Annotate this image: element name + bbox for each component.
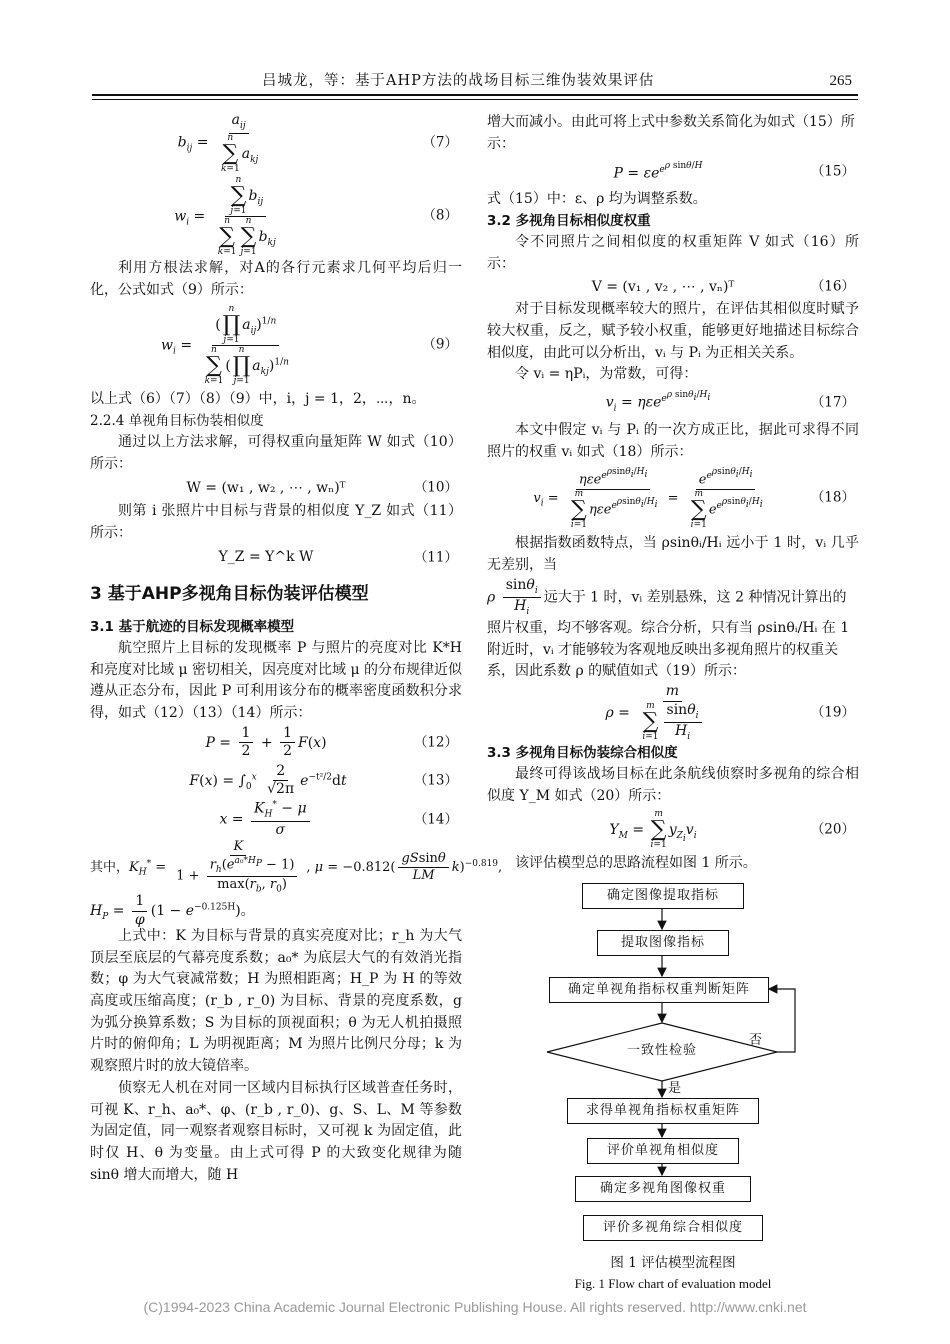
equation-where-kh: 其中，$K_H^*$ = K 1 + $\frac{r_h(e^{a_0*H_P} - 1)}{\max(r_b, r_0)}$ , μ = −0.812( $\frac{gSsin\theta}{LM}$ k)$^{-0.819}$,: [90, 838, 503, 895]
paragraph-final: 最终可得该战场目标在此条航线侦察时多视角的综合相似度 Y_M 如式（20）所示：: [487, 765, 859, 804]
hp-exponent: −0.125H: [194, 902, 236, 913]
equation-13: $F(x) = \int_0^x$ $\frac{2}{√2\pi}$ $e^{-t^2/2}dt$ （13）: [189, 762, 458, 798]
copyright-footer: (C)1994-2023 China Academic Journal Electronic Publishing House. All rights reserved. http://www.cnki.net: [143, 1299, 807, 1315]
equation-19: ρ = m m ∑ i=1 $\frac{\sin\theta_i}{H_i}$ （19）: [605, 683, 855, 743]
left-column: [90, 112, 503, 1186]
paragraph-flow: 该评估模型总的思路流程如图 1 所示。: [515, 855, 757, 872]
equation-8-number: （8）: [422, 207, 458, 224]
equation-12-number: （12）: [413, 734, 458, 751]
where-label: 其中，: [90, 859, 130, 875]
equation-14: x = $\frac{K_H^* - \mu}{\sigma}$ （14）: [219, 800, 458, 838]
flow-label-no: 否: [749, 1033, 763, 1048]
paragraph-root-method: 利用方根法求解，对A的各行元素求几何平均后归一化，公式如式（9）所示：: [90, 260, 462, 298]
equation-18: $v_i$ = ηεe$^{e^{\rho sin\theta_i/H_i}}$ m ∑ i=1 ηεe$^{e^{\rho sin\theta_i/H_i}}$ = $e^{e^{\rho sin\theta_i/H_i}}$ m ∑ i=1 $e^{e^{\rho sin\theta_i/H_i}}$ （18）: [533, 467, 855, 530]
paragraph-weight-matrix: 令不同照片之间相似度的权重矩阵 V 如式（16）所示：: [487, 233, 859, 272]
paragraph-eq15-note: 式（15）中：ε、ρ 均为调整系数。: [487, 191, 707, 208]
equation-7-number: （7）: [422, 134, 458, 151]
paragraph-detection-probability: 航空照片上目标的发现概率 P 与照片的亮度对比 K*H 和亮度对比域 μ 密切相关，因亮度对比域 μ 的分布规律近似遵从正态分布，因此 P 可利用该分布的概率密度函数积分求得，如式（12）（13）（14）所示：: [90, 640, 462, 722]
flowchart: [487, 883, 859, 1205]
paragraph-exponent-1: 根据指数函数特点，当 ρsinθᵢ/Hᵢ 远小于 1 时，vᵢ 几乎无差别，当: [487, 535, 859, 574]
equation-17-number: （17）: [810, 394, 855, 411]
mu-exponent: −0.819: [464, 858, 499, 869]
equation-hp: $H_P$ = $\frac{1}{\varphi}$ $(1 - e^{-0.125H})$。: [90, 893, 255, 928]
figure-caption-en: Fig. 1 Flow chart of evaluation model: [574, 1275, 772, 1291]
equation-15-number: （15）: [810, 163, 855, 180]
flow-step-multi-view-weight: 确定多视角图像权重: [575, 1176, 751, 1202]
section-2-2-4-heading: 2.2.4 单视角目标伪装相似度: [90, 413, 264, 430]
equation-16-body: V = (v₁ , v₂ , ⋯ , vₙ)ᵀ: [591, 278, 735, 295]
paragraph-indices: 以上式（6）（7）（8）（9）中，i，j = 1，2，⋯，n。: [90, 391, 426, 408]
right-column: [487, 112, 859, 1294]
equation-11-body: Y_Z = Y^k W: [218, 548, 314, 565]
header-rule-thick: [92, 94, 858, 96]
paragraph-reconnaissance: 侦察无人机在对同一区域内目标执行区域普查任务时，可视 K、r_h、a₀*、φ、(r_b , r_0)、g、S、L、M 等参数为固定值，同一观察者观察目标时，又可视 k 为固定值，此时仅 H、θ 为变量。由上式可得 P 的大致变化规律为随 sinθ 增大而增大，随 H: [90, 1079, 462, 1183]
paragraph-larger-weight: 对于目标发现概率较大的照片，在评估其相似度时赋予较大权重，反之，赋予较小权重，能够更好地描述目标综合相似度，由此可以分析出，vᵢ 与 Pᵢ 为正相关关系。: [487, 301, 859, 361]
section-3-2-heading: 3.2 多视角目标相似度权重: [487, 213, 651, 230]
paragraph-similarity: 则第 i 张照片中目标与背景的相似度 Y_Z 如式（11）所示：: [90, 503, 462, 542]
equation-17: $v_i = \eta\varepsilon e^{e^{\rho sin\theta_i/H_i}}$ （17）: [605, 390, 855, 414]
paragraph-assume: 本文中假定 vᵢ 与 Pᵢ 的一次方成正比，据此可求得不同照片的权重 vᵢ 如式（18）所示：: [487, 422, 859, 460]
header-rule-thin: [92, 99, 858, 100]
header-title: 吕城龙，等：基于AHP方法的战场目标三维伪装效果评估: [262, 73, 655, 89]
flow-step-determine-indicators: 确定图像提取指标: [582, 883, 744, 909]
paragraph-let: 令 vᵢ = ηPᵢ，为常数，可得：: [515, 366, 698, 383]
equation-16: [487, 275, 859, 299]
figure-caption-cn: 图 1 评估模型流程图: [610, 1255, 736, 1271]
running-header: [92, 68, 858, 92]
equation-16-number: （16）: [810, 278, 855, 295]
equation-12: P = $\frac{1}{2}$ + $\frac{1}{2}$ F(x) （12）: [205, 724, 458, 760]
equation-20: $Y_M$ = m ∑ i=1 $y_{Z_i}v_i$ （20）: [609, 809, 855, 851]
equation-8: $w_i$ = n ∑ j=1 $b_{ij}$ n ∑ k=1 n ∑ j=1 $b_{kj}$ （8）: [174, 174, 458, 257]
mu-value: −0.812: [342, 859, 391, 875]
equation-13-number: （13）: [413, 772, 458, 789]
flow-step-weight-matrix: 求得单视角指标权重矩阵: [567, 1098, 759, 1124]
paragraph-exponent-2-text: 远大于 1 时，vᵢ 差别悬殊，这 2 种情况计算出的照片权重，均不够客观。综合分析，只有当 ρsinθᵢ/Hᵢ 在 1 附近时，vᵢ 才能够较为客观地反映出多视角照片的权重关系，因此系数 ρ 的赋值如式（19）所示：: [487, 589, 850, 680]
paragraph-symbols: 上式中：K 为目标与背景的真实亮度对比；r_h 为大气顶层至底层的气幕亮度系数；a₀* 为底层大气的有效消光指数；φ 为大气衰减常数；H 为照相距离；H_P 为 H 的等效高度或压缩高度；(r_b , r_0) 为目标、背景的亮度系数，g 为弧分换算系数；S 为目标的顶视面积；θ 为无人机拍摄照片时的俯仰角；L 为明视距离；M 为照片比例尺分母；k 为观察照片时的放大镜倍率。: [90, 928, 462, 1075]
section-3-1-heading: 3.1 基于航迹的目标发现概率模型: [90, 619, 295, 636]
equation-10: [90, 475, 462, 501]
flow-label-yes: 是: [668, 1081, 682, 1096]
equation-7: $b_{ij}$ = $a_{ij}$ n ∑ k=1 $a_{kj}$ （7）: [177, 112, 458, 174]
section-3-3-heading: 3.3 多视角目标伪装综合相似度: [487, 745, 678, 762]
equation-15: $P = \varepsilon e^{e^{\rho sin\theta/H}}$ （15）: [613, 160, 855, 182]
flow-step-extract-indicators: 提取图像指标: [597, 930, 729, 956]
equation-11: [90, 545, 462, 571]
equation-10-body: W = (w₁ , w₂ , ⋯ , wₙ)ᵀ: [186, 479, 346, 496]
equation-19-number: （19）: [810, 704, 855, 721]
flow-decision-consistency: 一致性检验: [626, 1043, 697, 1058]
equation-18-number: （18）: [810, 490, 855, 507]
flow-step-judgment-matrix: 确定单视角指标权重判断矩阵: [549, 977, 769, 1003]
flow-step-single-view-similarity: 评价单视角相似度: [587, 1138, 739, 1164]
equation-9: $w_i$ = ( n ∏ j=1 $a_{ij})^{1/n}$ n ∑ k=1 ( n ∏ j=1 $a_{kj})^{1/n}$ （9）: [161, 303, 458, 386]
equation-20-number: （20）: [810, 821, 855, 838]
section-3-heading: 3 基于AHP多视角目标伪装评估模型: [90, 583, 369, 604]
equation-14-number: （14）: [413, 811, 458, 828]
page-number: 265: [829, 73, 852, 89]
equation-11-number: （11）: [413, 549, 458, 566]
equation-9-number: （9）: [422, 336, 458, 353]
equation-10-number: （10）: [413, 479, 458, 496]
flow-step-multi-view-similarity: 评价多视角综合相似度: [583, 1215, 763, 1241]
paragraph-continued: 增大而减小。由此可将上式中参数关系简化为如式（15）所示：: [487, 114, 855, 152]
paragraph-exponent-2: ρ $\frac{\sin\theta_i}{H_i}$ 远大于 1 时，vᵢ 差别悬殊，这 2 种情况计算出的照片权重，均不够客观。综合分析，只有当 ρsinθᵢ/Hᵢ 在 1 附近时，vᵢ 才能够较为客观地反映出多视角照片的权重关系，因此系数 ρ 的赋值如式（19）所示：: [487, 576, 850, 680]
paragraph-weight-vector: 通过以上方法求解，可得权重向量矩阵 W 如式（10）所示：: [90, 433, 462, 472]
